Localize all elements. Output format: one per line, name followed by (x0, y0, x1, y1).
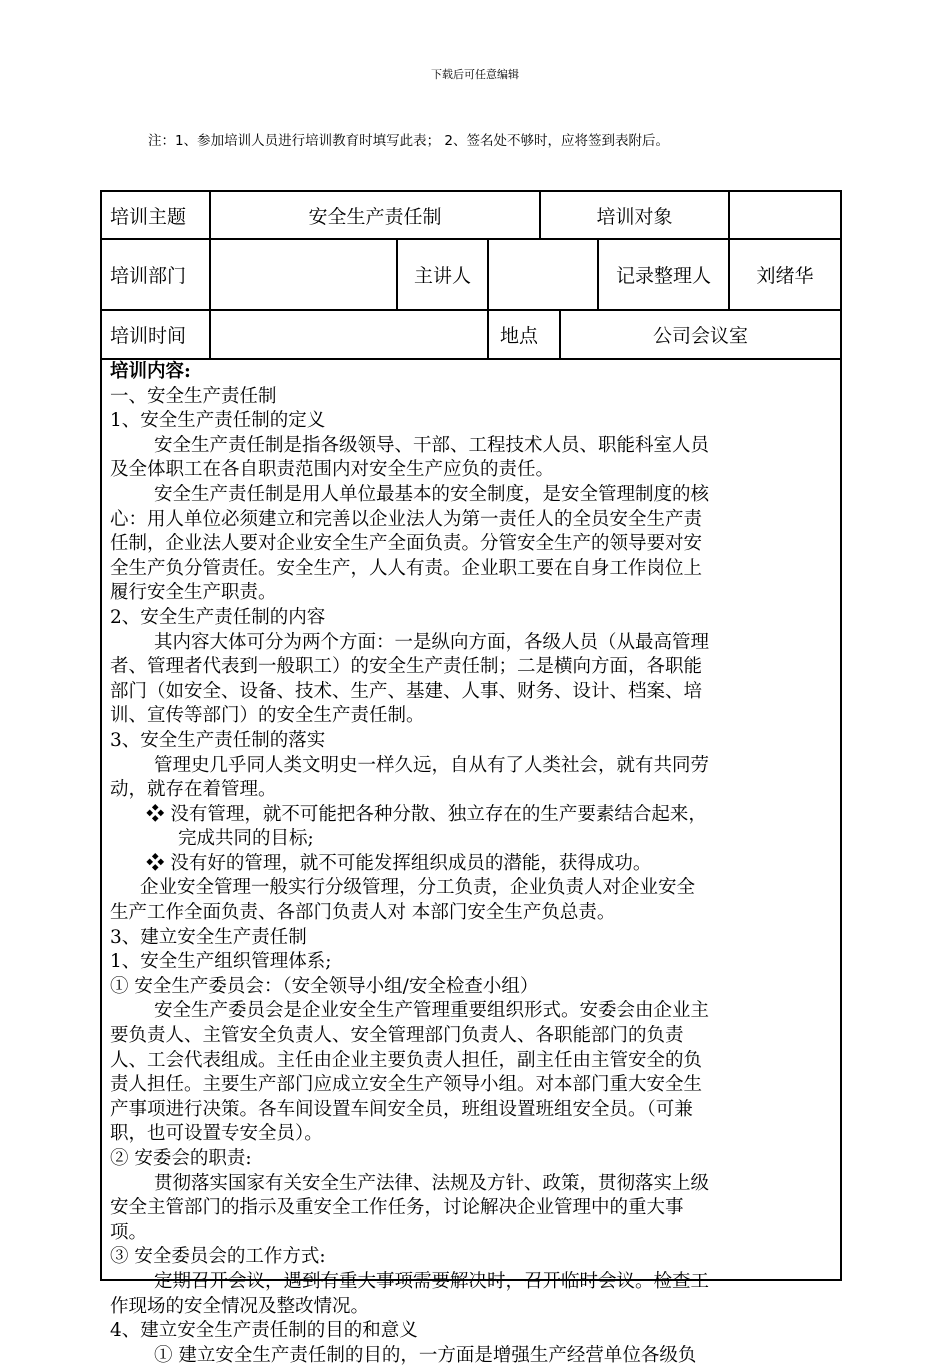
content-line: 完成共同的目标; (178, 828, 314, 850)
content-line: 3、建立安全生产责任制 (110, 926, 307, 948)
content-line: ③ 安全委员会的工作方式: (110, 1246, 326, 1268)
content-line: 责人担任。主要生产部门应成立安全生产领导小组。对本部门重大安全生 (110, 1074, 703, 1096)
content-line: 4、建立安全生产责任制的目的和意义 (110, 1320, 418, 1342)
dept-value (211, 240, 396, 309)
content-line: 2、安全生产责任制的内容 (110, 606, 326, 628)
content-line: 产事项进行决策。各车间设置车间安全员，班组设置班组安全员。（可兼 (110, 1098, 693, 1120)
content-line: 定期召开会议，遇到有重大事项需要解决时，召开临时会议。检查工 (154, 1270, 710, 1292)
content-line: 作现场的安全情况及整改情况。 (110, 1295, 370, 1317)
content-line: 训、宣传等部门）的安全生产责任制。 (110, 705, 425, 727)
content-line: 安全生产责任制是用人单位最基本的安全制度，是安全管理制度的核 (154, 483, 710, 505)
content-line: 部门（如安全、设备、技术、生产、基建、人事、财务、设计、档案、培 (110, 680, 703, 702)
content-line: 职，也可设置专安全员）。 (110, 1123, 323, 1145)
content-title: 培训内容: (110, 361, 191, 382)
content-line: 人、工会代表组成。主任由企业主要负责人担任，副主任由主管安全的负 (110, 1049, 703, 1071)
target-value (730, 192, 840, 238)
content-line: 任制，企业法人要对企业安全生产全面负责。分管安全生产的领导要对安 (110, 533, 703, 555)
content-line: 其内容大体可分为两个方面：一是纵向方面，各级人员（从最高管理 (154, 631, 710, 653)
bullet-item: ❖ 没有好的管理，就不可能发挥组织成员的潜能，获得成功。 (146, 852, 652, 874)
content-line: ① 建立安全生产责任制的目的，一方面是增强生产经营单位各级负 (154, 1344, 697, 1366)
recorder-value: 刘绪华 (756, 265, 814, 287)
content-line: 要负责人、主管安全负责人、安全管理部门负责人、各职能部门的负责 (110, 1025, 684, 1047)
footnote: 注：1、参加培训人员进行培训教育时填写此表； 2、签名处不够时，应将签到表附后。 (148, 133, 669, 149)
content-line: 管理史几乎同人类文明史一样久远，自从有了人类社会，就有共同劳 (154, 754, 710, 776)
content-line: 生产工作全面负责、各部门负责人对 本部门安全生产负总责。 (110, 902, 616, 924)
content-line: 者、管理者代表到一般职工）的安全生产责任制；二是横向方面，各职能 (110, 656, 703, 678)
place-label: 地点 (500, 325, 539, 347)
recorder-label: 记录整理人 (615, 265, 711, 287)
topic-value: 安全生产责任制 (308, 205, 442, 228)
speaker-label: 主讲人 (413, 265, 471, 287)
content-line: 3、安全生产责任制的落实 (110, 729, 326, 751)
place-value: 公司会议室 (652, 325, 748, 347)
content-line: 1、安全生产责任制的定义 (110, 410, 326, 432)
content-line: ② 安委会的职责: (110, 1148, 252, 1169)
content-line: 履行安全生产职责。 (110, 582, 277, 604)
time-value (211, 311, 487, 358)
content-line: 项。 (110, 1221, 148, 1243)
content-line: 安全生产委员会是企业安全生产管理重要组织形式。安委会由企业主 (154, 1000, 710, 1022)
content-line: 安全主管部门的指示及重安全工作任务，讨论解决企业管理中的重大事 (110, 1197, 684, 1219)
content-line: 企业安全管理一般实行分级管理，分工负责，企业负责人对企业安全 (140, 877, 696, 899)
time-label: 培训时间 (110, 325, 187, 347)
content-line: 贯彻落实国家有关安全生产法律、法规及方针、政策，贯彻落实上级 (154, 1172, 710, 1194)
content-line: 心：用人单位必须建立和完善以企业法人为第一责任人的全员安全生产责 (110, 508, 703, 530)
bullet-item: ❖ 没有管理，就不可能把各种分散、独立存在的生产要素结合起来， (146, 803, 707, 825)
target-label: 培训对象 (596, 205, 673, 228)
content-line: 及全体职工在各自职责范围内对安全生产应负的责任。 (110, 459, 555, 481)
content-line: 一、安全生产责任制 (110, 385, 277, 407)
content-line: 1、安全生产组织管理体系; (110, 951, 332, 973)
speaker-value (489, 240, 597, 309)
content-line: 动，就存在着管理。 (110, 779, 277, 801)
training-content (110, 360, 832, 1368)
topic-label: 培训主题 (110, 205, 187, 228)
content-line: ① 安全生产委员会：（安全领导小组/安全检查小组） (110, 975, 539, 997)
content-line: 安全生产责任制是指各级领导、干部、工程技术人员、职能科室人员 (154, 434, 710, 456)
content-line: 全生产负分管责任。安全生产，人人有责。企业职工要在自身工作岗位上 (110, 557, 703, 579)
header-note: 下载后可任意编辑 (431, 68, 519, 81)
dept-label: 培训部门 (110, 265, 187, 287)
